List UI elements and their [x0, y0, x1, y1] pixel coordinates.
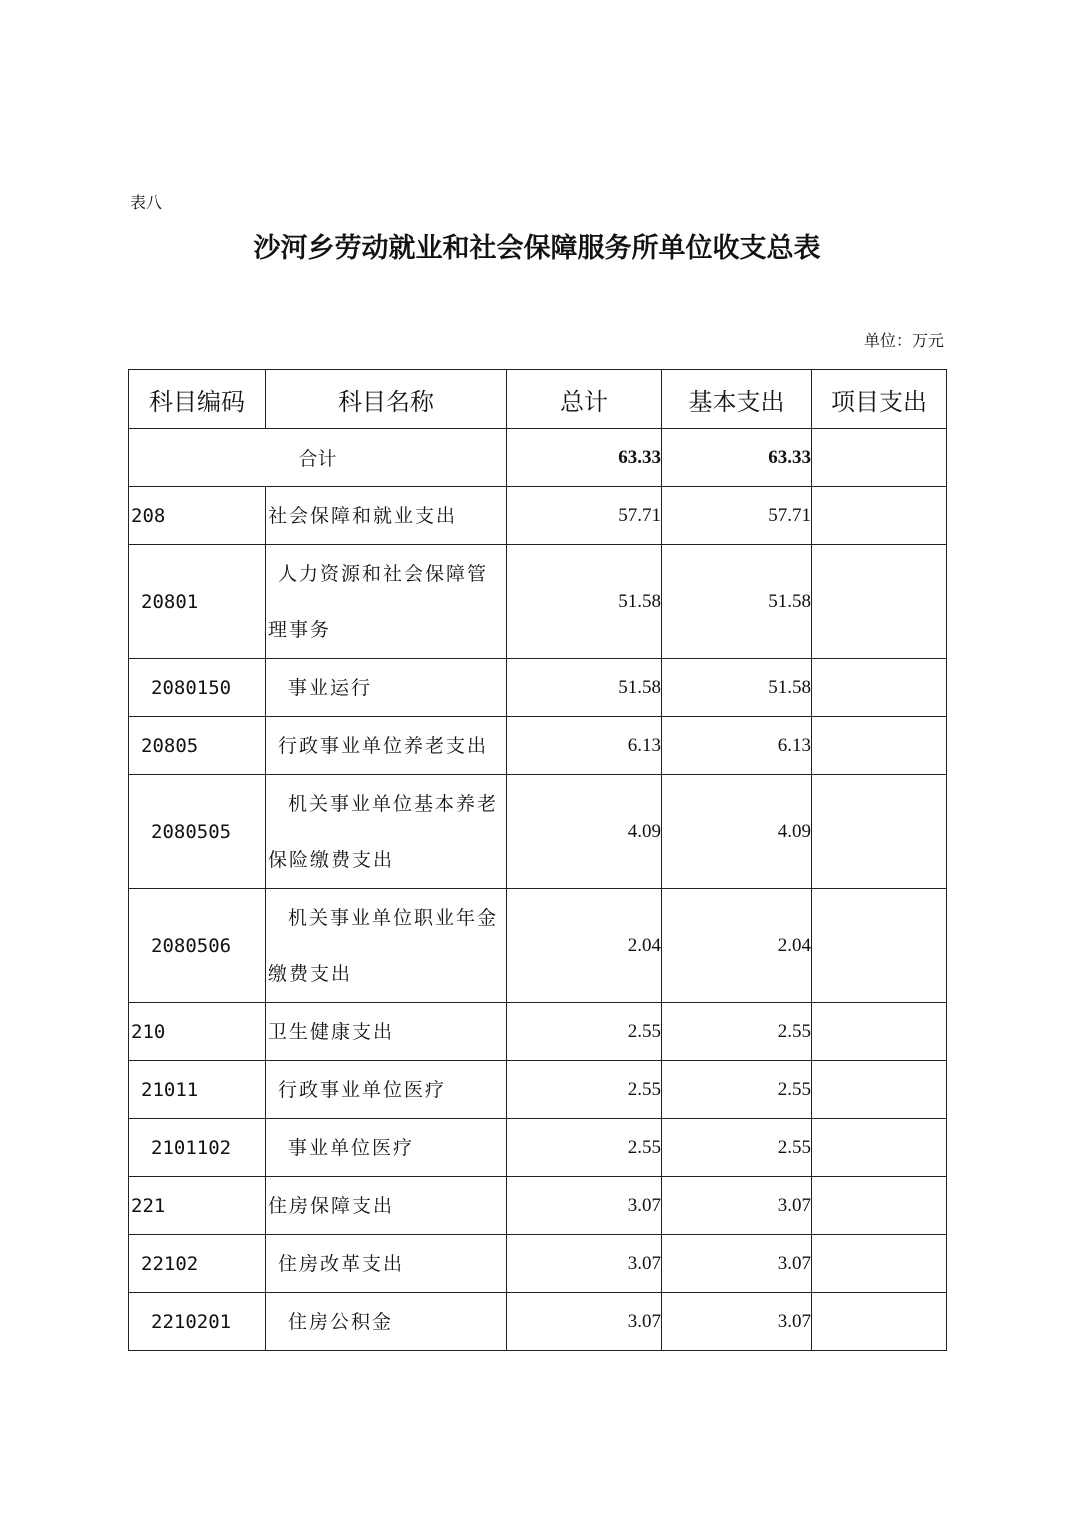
row-name: 住房保障支出: [266, 1177, 507, 1235]
row-code: 2210201: [129, 1293, 266, 1351]
row-name: 行政事业单位医疗: [266, 1061, 507, 1119]
table-row: [129, 1235, 947, 1293]
row-total: 51.58: [507, 659, 662, 717]
row-total: 2.55: [507, 1003, 662, 1061]
row-code: 2101102: [129, 1119, 266, 1177]
row-basic: 2.55: [662, 1119, 812, 1177]
header-project: 项目支出: [812, 370, 947, 429]
row-name: 机关事业单位基本养老保险缴费支出: [266, 775, 507, 889]
row-project: [812, 487, 947, 545]
table-row: [129, 659, 947, 717]
row-project: [812, 1293, 947, 1351]
row-basic: 2.55: [662, 1003, 812, 1061]
row-name: 机关事业单位职业年金缴费支出: [266, 889, 507, 1003]
table-row: [129, 1061, 947, 1119]
header-basic: 基本支出: [662, 370, 812, 429]
row-basic: 6.13: [662, 717, 812, 775]
row-name: 住房公积金: [266, 1293, 507, 1351]
row-total: 3.07: [507, 1177, 662, 1235]
row-total: 2.04: [507, 889, 662, 1003]
header-code: 科目编码: [129, 370, 266, 429]
total-basic: 63.33: [662, 429, 812, 487]
row-total: 6.13: [507, 717, 662, 775]
row-basic: 3.07: [662, 1293, 812, 1351]
table-row: [129, 717, 947, 775]
row-code: 20805: [129, 717, 266, 775]
row-project: [812, 1235, 947, 1293]
row-name: 人力资源和社会保障管理事务: [266, 545, 507, 659]
row-name: 事业运行: [266, 659, 507, 717]
document-label: 表八: [130, 193, 163, 212]
row-code: 2080506: [129, 889, 266, 1003]
table-row: [129, 775, 947, 889]
row-basic: 57.71: [662, 487, 812, 545]
row-project: [812, 1061, 947, 1119]
row-total: 4.09: [507, 775, 662, 889]
row-code: 21011: [129, 1061, 266, 1119]
header-total: 总计: [507, 370, 662, 429]
row-project: [812, 717, 947, 775]
row-code: 22102: [129, 1235, 266, 1293]
total-project: [812, 429, 947, 487]
document-title: 沙河乡劳动就业和社会保障服务所单位收支总表: [253, 233, 821, 264]
row-code: 208: [129, 487, 266, 545]
row-basic: 2.55: [662, 1061, 812, 1119]
row-project: [812, 1177, 947, 1235]
row-name: 行政事业单位养老支出: [266, 717, 507, 775]
row-project: [812, 545, 947, 659]
row-name: 住房改革支出: [266, 1235, 507, 1293]
row-project: [812, 1003, 947, 1061]
table-header-row: [129, 370, 947, 429]
table-row: [129, 1293, 947, 1351]
table-row: [129, 545, 947, 659]
table-row: [129, 487, 947, 545]
row-project: [812, 659, 947, 717]
row-basic: 2.04: [662, 889, 812, 1003]
row-project: [812, 889, 947, 1003]
table-row: [129, 1177, 947, 1235]
row-basic: 3.07: [662, 1177, 812, 1235]
row-total: 3.07: [507, 1235, 662, 1293]
table-row: [129, 889, 947, 1003]
row-total: 57.71: [507, 487, 662, 545]
table-row: [129, 1003, 947, 1061]
row-name: 卫生健康支出: [266, 1003, 507, 1061]
row-name: 社会保障和就业支出: [266, 487, 507, 545]
row-name: 事业单位医疗: [266, 1119, 507, 1177]
income-expenditure-table: [128, 369, 947, 1351]
row-code: 221: [129, 1177, 266, 1235]
row-total: 3.07: [507, 1293, 662, 1351]
row-basic: 4.09: [662, 775, 812, 889]
row-basic: 3.07: [662, 1235, 812, 1293]
row-code: 210: [129, 1003, 266, 1061]
row-project: [812, 775, 947, 889]
row-total: 2.55: [507, 1119, 662, 1177]
unit-note: 单位：万元: [863, 331, 944, 350]
row-total: 2.55: [507, 1061, 662, 1119]
row-basic: 51.58: [662, 659, 812, 717]
row-basic: 51.58: [662, 545, 812, 659]
row-code: 2080505: [129, 775, 266, 889]
row-code: 20801: [129, 545, 266, 659]
row-project: [812, 1119, 947, 1177]
header-name: 科目名称: [266, 370, 507, 429]
row-code: 2080150: [129, 659, 266, 717]
total-sum: 63.33: [507, 429, 662, 487]
total-row: [129, 429, 947, 487]
table-row: [129, 1119, 947, 1177]
total-label: 合计: [129, 429, 507, 487]
row-total: 51.58: [507, 545, 662, 659]
